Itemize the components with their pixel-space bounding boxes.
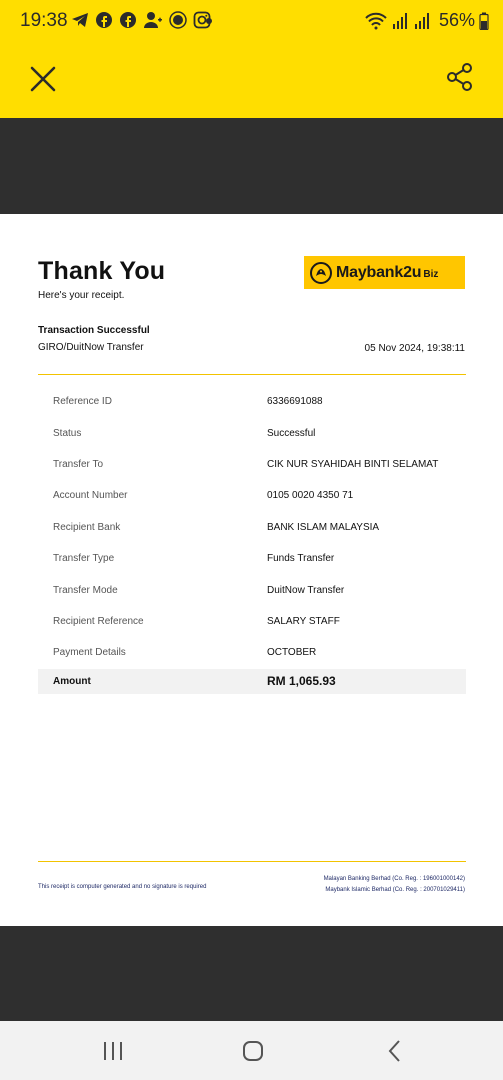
detail-label: Recipient Bank: [53, 521, 121, 533]
amount-label: Amount: [53, 675, 91, 687]
brand-name: Maybank2u: [336, 263, 422, 281]
detail-value: 0105 0020 4350 71: [267, 490, 354, 502]
divider: [38, 374, 466, 375]
detail-row: [38, 606, 466, 637]
home-button[interactable]: [240, 1038, 266, 1064]
footer-reg-line: Malayan Banking Berhad (Co. Reg. : 196001000142): [323, 876, 465, 882]
notification-icons: [71, 11, 211, 29]
battery-icon: [479, 12, 489, 30]
details-table: [38, 386, 466, 694]
page-title: Thank You: [38, 257, 166, 285]
detail-row: [38, 637, 466, 668]
person-add-icon: [143, 11, 163, 29]
signal-icon: [391, 12, 409, 30]
page-subtitle: Here's your receipt.: [38, 290, 125, 301]
recent-apps-icon: [100, 1038, 126, 1064]
detail-row: [38, 543, 466, 574]
detail-label: Reference ID: [53, 396, 112, 408]
system-nav-bar: [0, 1021, 503, 1080]
battery-percent: 56%: [438, 10, 475, 30]
detail-value: SALARY STAFF: [267, 615, 340, 627]
detail-row: [38, 386, 466, 417]
detail-label: Status: [53, 427, 82, 439]
transaction-status: Transaction Successful: [38, 325, 150, 336]
transaction-date: 05 Nov 2024, 19:38:11: [364, 343, 465, 354]
detail-row: [38, 574, 466, 605]
detail-label: Transfer To: [53, 458, 104, 470]
detail-value: OCTOBER: [267, 647, 317, 659]
close-button[interactable]: [26, 62, 60, 96]
footer-reg-line: Maybank Islamic Berhad (Co. Reg. : 200701029411): [325, 887, 465, 893]
recent-apps-button[interactable]: [100, 1038, 126, 1064]
footer-registration: [324, 874, 465, 896]
detail-value: BANK ISLAM MALAYSIA: [267, 521, 380, 533]
amount-row: [38, 669, 466, 694]
detail-row: [38, 449, 466, 480]
detail-value: DuitNow Transfer: [267, 584, 345, 596]
back-icon: [382, 1038, 408, 1064]
close-icon: [26, 62, 60, 96]
detail-label: Transfer Mode: [53, 584, 118, 596]
more-notifications-dot: [206, 18, 212, 24]
transaction-type: GIRO/DuitNow Transfer: [38, 342, 144, 353]
footer-note: This receipt is computer generated and no signature is required: [38, 884, 207, 890]
backdrop-top: [0, 118, 503, 214]
share-icon: [445, 62, 475, 92]
share-button[interactable]: [445, 62, 475, 92]
backdrop-bottom: [0, 926, 503, 1021]
badge-icon: [169, 11, 187, 29]
detail-row: [38, 512, 466, 543]
detail-value: Funds Transfer: [267, 553, 335, 565]
detail-row: [38, 480, 466, 511]
detail-row: [38, 417, 466, 448]
status-bar: [0, 0, 503, 44]
facebook-icon: [95, 11, 113, 29]
status-time: 19:38: [20, 10, 68, 31]
amount-value: RM 1,065.93: [267, 674, 336, 689]
system-icons: [365, 10, 489, 31]
wifi-icon: [365, 12, 387, 30]
home-icon: [240, 1038, 266, 1064]
telegram-icon: [71, 12, 89, 28]
detail-value: 6336691088: [267, 396, 323, 408]
divider: [38, 861, 466, 862]
detail-value: CIK NUR SYAHIDAH BINTI SELAMAT: [267, 458, 439, 470]
signal-icon: [413, 12, 431, 30]
brand-suffix: Biz: [423, 269, 439, 280]
detail-label: Account Number: [53, 490, 128, 502]
facebook-icon: [119, 11, 137, 29]
detail-value: Successful: [267, 427, 316, 439]
detail-label: Payment Details: [53, 647, 126, 659]
app-bar: [0, 44, 503, 118]
receipt-card: [0, 214, 503, 926]
detail-label: Transfer Type: [53, 553, 115, 565]
back-button[interactable]: [382, 1038, 408, 1064]
detail-label: Recipient Reference: [53, 615, 144, 627]
tiger-icon: [310, 262, 332, 284]
brand-logo: [304, 256, 465, 289]
